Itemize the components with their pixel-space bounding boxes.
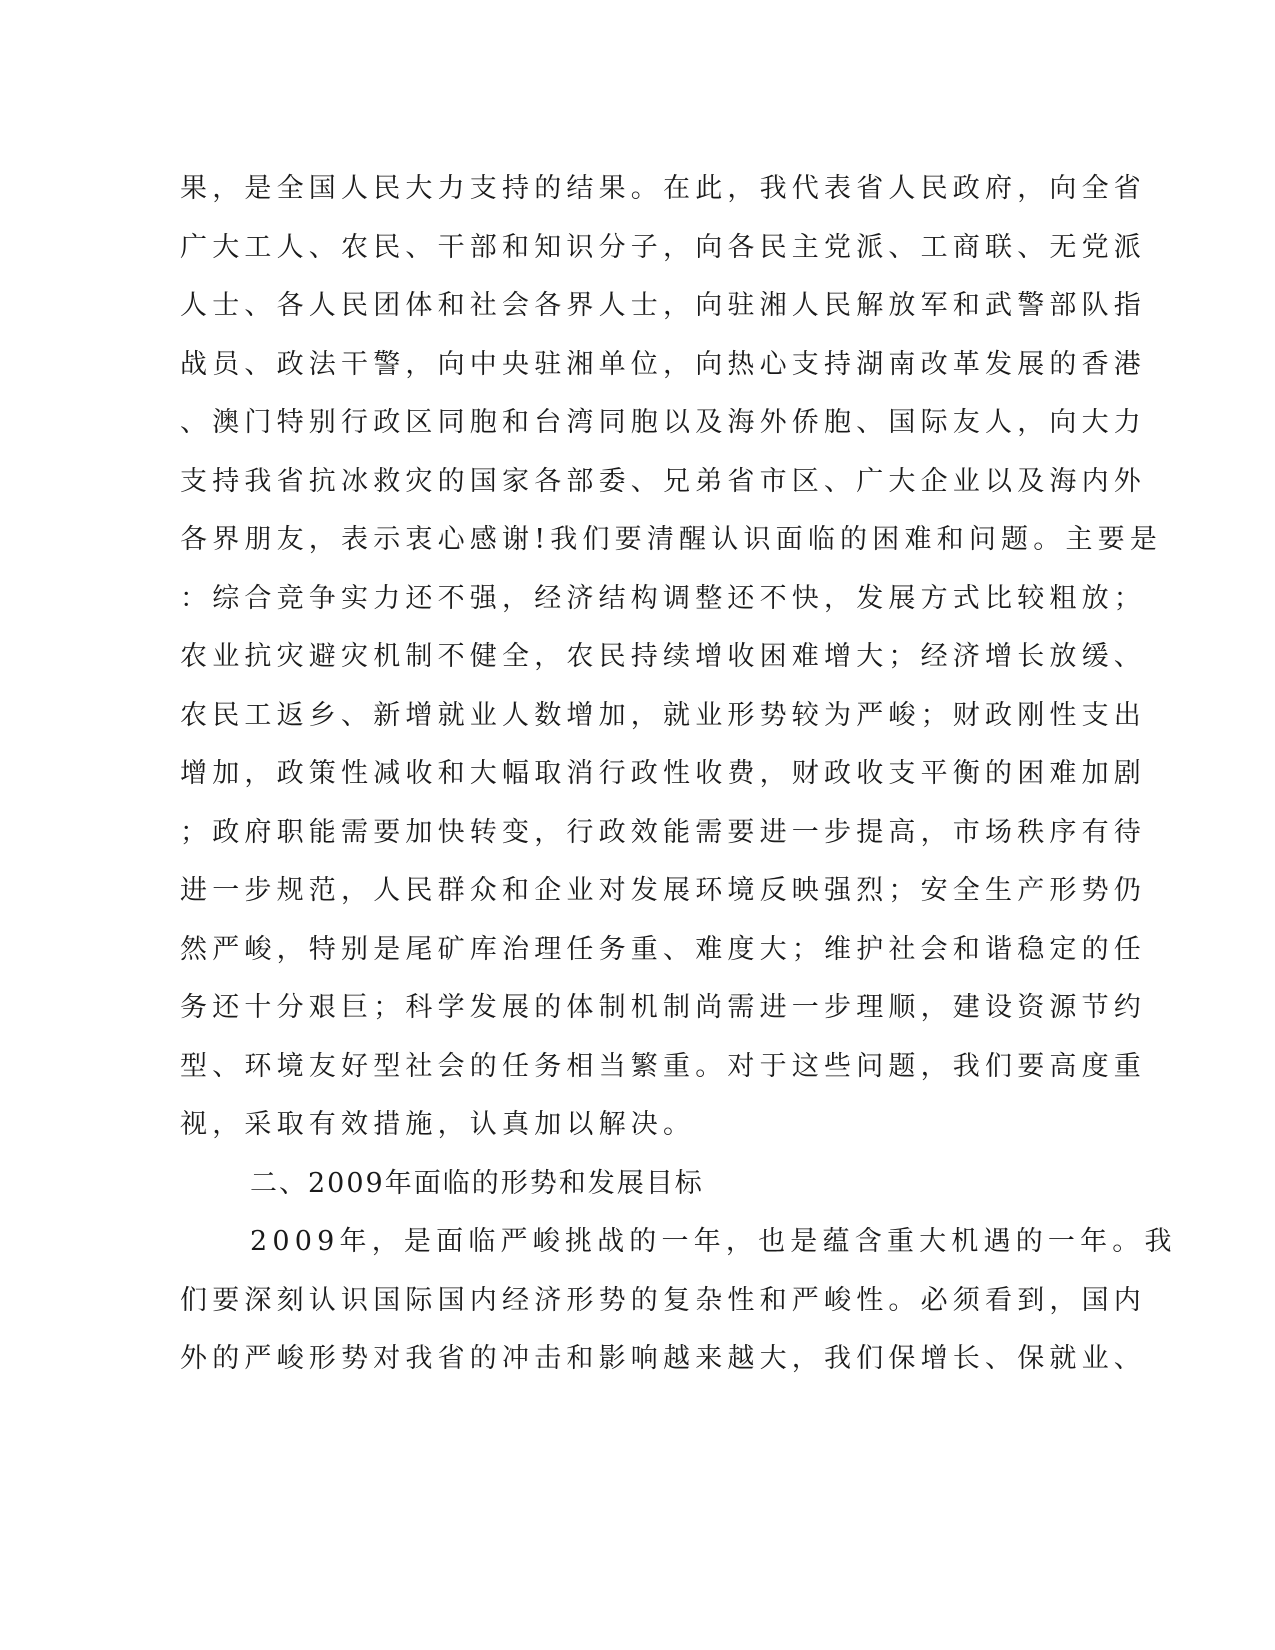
text-line-14: 然严峻，特别是尾矿库治理任务重、难度大；维护社会和谐稳定的任: [180, 933, 1146, 965]
text-line-2: 广大工人、农民、干部和知识分子，向各民主党派、工商联、无党派: [180, 231, 1146, 263]
text-line-13: 进一步规范，人民群众和企业对发展环境反映强烈；安全生产形势仍: [180, 875, 1146, 906]
text-line-7: 各界朋友，表示衷心感谢!我们要清醒认识面临的困难和问题。主要是: [180, 524, 1163, 555]
text-line-9: 农业抗灾避灾机制不健全，农民持续增收困难增大；经济增长放缓、: [180, 641, 1146, 672]
text-line-1: 果，是全国人民大力支持的结果。在此，我代表省人民政府，向全省: [180, 173, 1146, 204]
text-line-11: 增加，政策性减收和大幅取消行政性收费，财政收支平衡的困难加剧: [180, 758, 1146, 789]
text-line-16: 型、环境友好型社会的任务相当繁重。对于这些问题，我们要高度重: [180, 1050, 1146, 1082]
section-heading: 二、2009年面临的形势和发展目标: [250, 1167, 704, 1199]
para2-line-3: 外的严峻形势对我省的冲击和影响越来越大，我们保增长、保就业、: [180, 1343, 1146, 1374]
text-line-10: 农民工返乡、新增就业人数增加，就业形势较为严峻；财政刚性支出: [180, 699, 1146, 731]
text-line-6: 支持我省抗冰救灾的国家各部委、兄弟省市区、广大企业以及海内外: [180, 465, 1146, 497]
text-line-15: 务还十分艰巨；科学发展的体制机制尚需进一步理顺，建设资源节约: [180, 992, 1146, 1023]
text-line-17: 视，采取有效措施，认真加以解决。: [180, 1109, 696, 1140]
para2-line-2: 们要深刻认识国际国内经济形势的复杂性和严峻性。必须看到，国内: [180, 1284, 1146, 1316]
body-text: [180, 160, 1177, 1389]
text-line-5: 、澳门特别行政区同胞和台湾同胞以及海外侨胞、国际友人，向大力: [180, 407, 1146, 438]
text-line-12: ；政府职能需要加快转变，行政效能需要进一步提高，市场秩序有待: [180, 816, 1146, 848]
text-line-3: 人士、各人民团体和社会各界人士，向驻湘人民解放军和武警部队指: [180, 290, 1146, 321]
text-line-8: ：综合竞争实力还不强，经济结构调整还不快，发展方式比较粗放；: [180, 582, 1146, 614]
text-line-4: 战员、政法干警，向中央驻湘单位，向热心支持湖南改革发展的香港: [180, 348, 1146, 380]
para2-line-1: 2009年，是面临严峻挑战的一年，也是蕴含重大机遇的一年。我: [250, 1226, 1177, 1257]
